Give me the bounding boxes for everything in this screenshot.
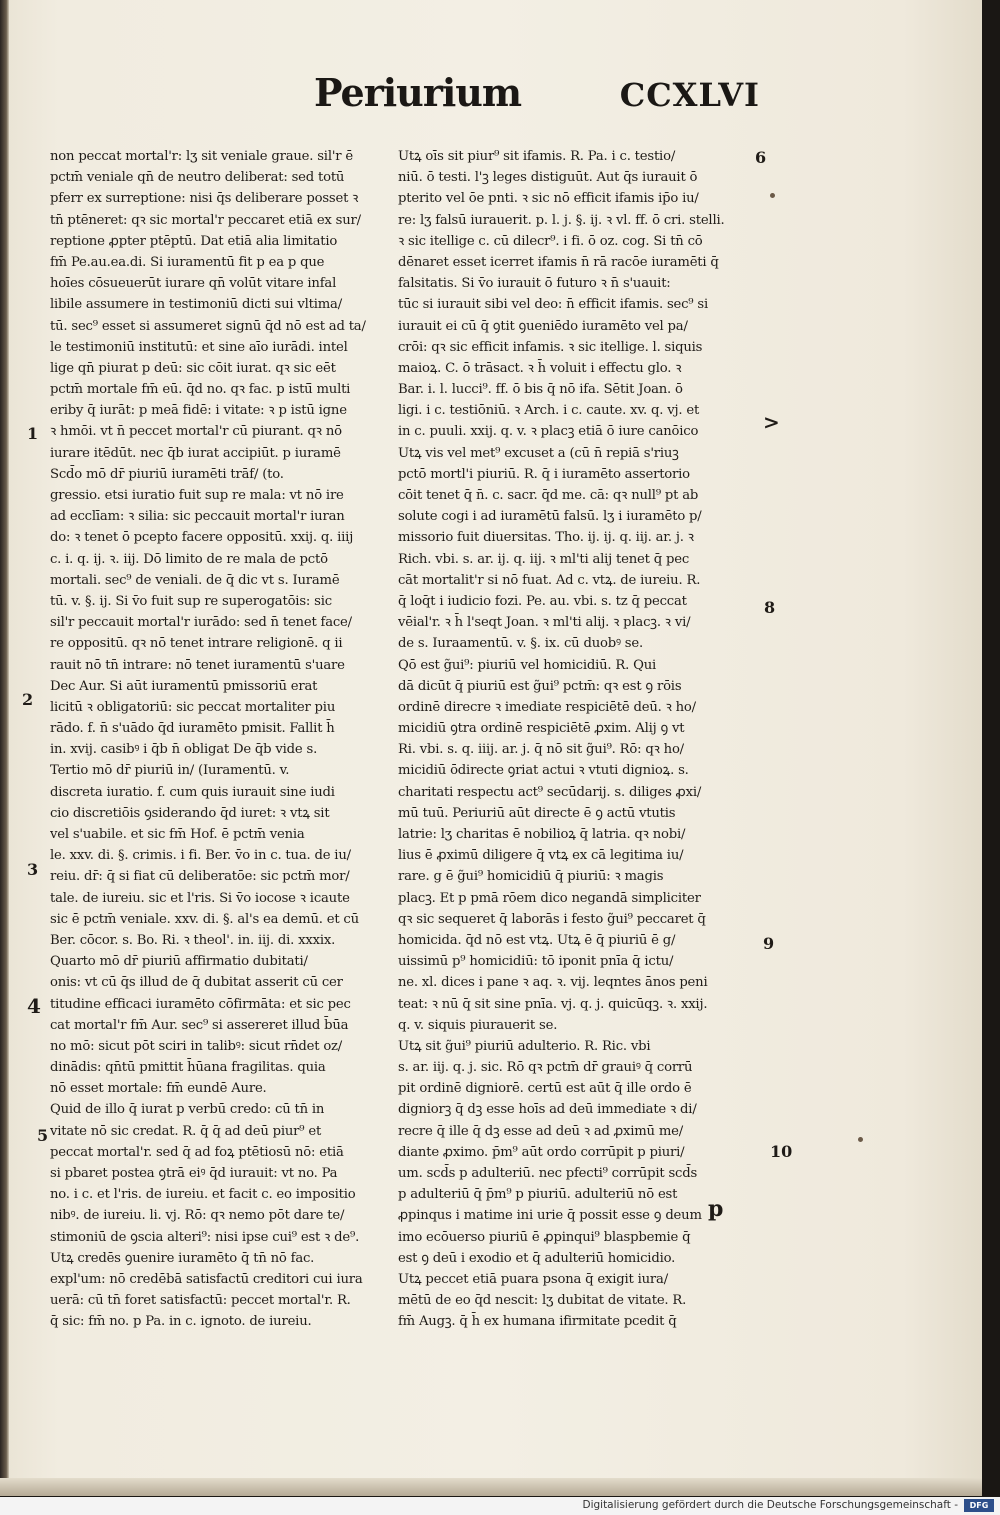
margin-number-left: 1 xyxy=(27,424,39,443)
margin-number-right: 9 xyxy=(763,934,775,953)
text-line: dēnaret esset icerret ifamis n̄ rā racōe iuramēti q̄ xyxy=(398,254,719,270)
text-column-left xyxy=(50,146,390,1333)
text-line: re: lʒ falsū iurauerit. p. l. j. §. ij. ꝛ vl. ff. ō cri. stelli. xyxy=(398,212,725,228)
text-line: missorio fuit diuersitas. Tho. ij. ij. q. iij. ar. j. ꝛ xyxy=(398,530,694,546)
text-line: mētū de eo q̄d nescit: lʒ dubitat de vitate. R. xyxy=(398,1293,687,1309)
text-line: dā dicūt q̄ piuriū est g̃ui⁹ pctm̄: qꝛ est ꝯ rōis xyxy=(398,678,682,694)
text-line: licitū ꝛ obligatoriū: sic peccat mortaliter piu xyxy=(50,699,336,715)
text-line: Utꝝ vis vel met⁹ excuset a (cū n̄ repiā s'riuꝫ xyxy=(398,445,679,461)
margin-number-left: 2 xyxy=(22,690,34,709)
text-line: re oppositū. qꝛ nō tenet intrare religionē. q ii xyxy=(50,636,343,652)
text-line: vel s'uabile. et sic fm̄ Hof. ē pctm̄ venia xyxy=(50,827,305,842)
text-line: niū. ō testi. l'ꝫ leges distiguūt. Aut q̄s iurauit ō xyxy=(398,170,698,186)
text-line: dinādis: qn̄tū pmittit h̄ūana fragilitas. quia xyxy=(50,1060,326,1076)
text-line: pctm̄ veniale qn̄ de neutro deliberat: sed totū xyxy=(50,170,345,186)
text-line: Dec Aur. Si aūt iuramentū pmissoriū erat xyxy=(50,678,318,694)
text-line: libile assumere in testimoniū dicti sui vltima/ xyxy=(50,297,342,313)
text-line: mortali. sec⁹ de veniali. de q̄ dic vt s. Iuramē xyxy=(50,572,340,588)
text-line: no mō: sicut pōt sciri in talibꝰ: sicut rn̄det oz/ xyxy=(50,1038,343,1054)
text-line: ordinē direcre ꝛ imediate respiciētē deū. ꝛ ho/ xyxy=(398,699,696,715)
text-line: s. ar. iij. q. j. sic. Rō qꝛ pctm̄ dr̄ grauiꝰ q̄ corrū xyxy=(398,1060,693,1076)
text-line: p adulteriū q̄ p̄m⁹ p piuriū. adulteriū nō est xyxy=(398,1187,678,1203)
margin-number-right: 6 xyxy=(755,148,767,167)
text-line: si pbaret postea ꝯtrā eiꝰ q̄d iurauit: vt no. Pa xyxy=(50,1166,338,1181)
text-line: pterito vel ōe pnti. ꝛ sic nō efficit ifamis ip̄o iu/ xyxy=(398,191,699,207)
text-line: Tertio mō dr̄ piuriū in/ (Iuramentū. v. xyxy=(50,763,290,779)
text-line: eriby q̄ iurāt: p meā fidē: i vitate: ꝛ p istū igne xyxy=(50,403,347,419)
text-line: iurare itēdūt. nec q̄b iurat accipiūt. p iuramē xyxy=(50,445,341,461)
text-line: Qō est g̃ui⁹: piuriū vel homicidiū. R. Qui xyxy=(398,657,657,673)
text-line: Quid de illo q̄ iurat p verbū credo: cū tn̄ in xyxy=(50,1102,325,1118)
text-line: tn̄ ptēneret: qꝛ sic mortal'r peccaret etiā ex sur/ xyxy=(50,212,361,228)
text-line: c. i. q. ij. ꝛ. iij. Dō limito de re mala de pctō xyxy=(50,551,328,567)
text-line: q̄ sic: fm̄ no. p Pa. in c. ignoto. de iureiu. xyxy=(50,1314,312,1330)
text-line: tū. sec⁹ esset si assumeret signū q̄d nō est ad ta/ xyxy=(50,318,366,334)
text-line: micidiū ōdirecte ꝯriat actui ꝛ vtuti dignioꝝ. s. xyxy=(398,763,689,779)
running-head xyxy=(300,70,760,120)
text-line: lige qn̄ piurat p deū: sic cōit iurat. qꝛ sic eēt xyxy=(50,360,336,376)
text-line: Utꝝ credēs ꝯuenire iuramēto q̄ tn̄ nō fac. xyxy=(50,1250,315,1266)
text-line: placꝫ. Et p pmā rōem dico negandā simpliciter xyxy=(398,890,701,906)
text-line: q̄ loq̄t i iudicio fozi. Pe. au. vbi. s. tz q̄ peccat xyxy=(398,593,687,609)
text-line: Ri. vbi. s. q. iiij. ar. j. q̄ nō sit g̃ui⁹. Rō: qꝛ ho/ xyxy=(398,742,684,758)
text-line: tū. v. §. ij. Si v̄o fuit sup re superogatōis: sic xyxy=(50,593,332,609)
margin-number-left: 5 xyxy=(37,1126,49,1145)
text-line: Bar. i. l. lucci⁹. ff. ō bis q̄ nō ifa. Sētit Joan. ō xyxy=(398,382,683,398)
text-line: est ꝯ deū i exodio et q̄ adulteriū homicidio. xyxy=(398,1250,676,1266)
text-line: titudine efficaci iuramēto cōfirmāta: et sic pec xyxy=(50,996,351,1012)
text-line: recre q̄ ille q̄ dꝫ esse ad deū ꝛ ad ꝓximū me/ xyxy=(398,1123,683,1139)
text-line: pferr ex surreptione: nisi q̄s deliberare posset ꝛ xyxy=(50,191,359,207)
margin-number-right: 8 xyxy=(764,598,776,617)
text-line: tale. de iureiu. sic et l'ris. Si v̄o iocose ꝛ icaute xyxy=(50,890,350,906)
text-line: in c. puuli. xxij. q. v. ꝛ placꝫ etiā ō iure canōico xyxy=(398,424,699,440)
text-line: pctō mortl'i piuriū. R. q̄ i iuramēto assertorio xyxy=(398,466,690,482)
digitization-footer xyxy=(0,1497,1000,1515)
text-line: discreta iuratio. f. cum quis iurauit sine iudi xyxy=(50,784,335,800)
text-line: rare. g ē g̃ui⁹ homicidiū q̄ piuriū: ꝛ magis xyxy=(398,869,664,885)
text-line: teat: ꝛ nū q̄ sit sine pnīa. vj. q. j. quicūqꝫ. ꝛ. xxij. xyxy=(398,996,708,1012)
margin-number-right: 10 xyxy=(770,1142,793,1161)
dfg-logo: DFG xyxy=(964,1499,994,1512)
ink-spot xyxy=(770,193,775,198)
margin-number-left: 3 xyxy=(27,860,39,879)
page-binding-edge xyxy=(0,0,9,1496)
text-line: cat mortal'r fm̄ Aur. sec⁹ si assereret illud b̄ūa xyxy=(50,1017,349,1033)
text-line: ne. xl. dices i pane ꝛ aq. ꝛ. vij. leqntes ānos peni xyxy=(398,975,708,991)
text-line: cāt mortalit'r si nō fuat. Ad c. vtꝝ. de iureiu. R. xyxy=(398,572,701,588)
text-line: tūc si iurauit sibi vel deo: n̄ efficit ifamis. sec⁹ si xyxy=(398,297,708,313)
text-line: peccat mortal'r. sed q̄ ad foꝝ ptētiosū nō: etiā xyxy=(50,1144,344,1160)
text-line: diante ꝓximo. p̄m⁹ aūt ordo corrūpit p piuri/ xyxy=(398,1144,685,1160)
text-line: uerā: cū tn̄ foret satisfactū: peccet mortal'r. R. xyxy=(50,1293,351,1309)
funding-credit: Digitalisierung gefördert durch die Deutsche Forschungsgemeinschaft - xyxy=(582,1499,958,1511)
text-line: rauit nō tn̄ intrare: nō tenet iuramentū s'uare xyxy=(50,657,345,673)
text-line: Utꝝ sit g̃ui⁹ piuriū adulterio. R. Ric. vbi xyxy=(398,1038,651,1054)
margin-number-right: > xyxy=(763,410,780,434)
text-line: reptione ꝓpter ptēptū. Dat etiā alia limitatio xyxy=(50,233,338,249)
text-line: ꝛ sic itellige c. cū dilecr⁹. i fi. ō oz. cog. Si tn̄ cō xyxy=(398,233,703,249)
text-line: falsitatis. Si v̄o iurauit ō futuro ꝛ n̄ s'uauit: xyxy=(398,276,671,292)
text-line: gressio. etsi iuratio fuit sup re mala: vt nō ire xyxy=(50,488,344,503)
text-line: micidiū ꝯtra ordinē respiciētē ꝓxim. Alij ꝯ vt xyxy=(398,721,685,737)
text-line: le. xxv. di. §. crimis. i fi. Ber. v̄o in c. tua. de iu/ xyxy=(50,848,351,864)
text-line: nibꝰ. de iureiu. li. vj. Rō: qꝛ nemo pōt dare te/ xyxy=(50,1208,345,1224)
text-line: rādo. f. n̄ s'uādo q̄d iuramēto pmisit. Fallit h̄ xyxy=(50,721,335,737)
text-line: pit ordinē digniorē. certū est aūt q̄ ille ordo ē xyxy=(398,1081,692,1097)
text-line: q. v. siquis piurauerit se. xyxy=(398,1017,558,1033)
text-line: nō esset mortale: fm̄ eundē Aure. xyxy=(50,1081,267,1097)
text-line: Quarto mō dr̄ piuriū affirmatio dubitati/ xyxy=(50,954,308,970)
text-line: Ber. cōcor. s. Bo. Ri. ꝛ theol'. in. iij. di. xxxix. xyxy=(50,932,336,948)
text-line: non peccat mortal'r: lʒ sit veniale graue. sil'r ē xyxy=(50,149,353,164)
text-line: solute cogi i ad iuramētū falsū. lʒ i iuramēto p/ xyxy=(398,509,702,525)
text-line: do: ꝛ tenet ō pcepto facere oppositū. xxij. q. iiij xyxy=(50,530,354,546)
text-line: um. scd̄s p adulteriū. nec pfecti⁹ corrūpit scd̄s xyxy=(398,1166,698,1181)
text-line: pctm̄ mortale fm̄ eū. q̄d no. qꝛ fac. p istū̄ multi xyxy=(50,382,351,398)
text-line: mū tuū. Periuriū aūt directe ē ꝯ actū vtutis xyxy=(398,805,676,821)
text-line: Utꝝ oīs sit piur⁹ sit ifamis. R. Pa. i c. testio/ xyxy=(398,149,676,164)
text-line: imo ecōuerso piuriū ē ꝓpinqui⁹ blaspbemie q̄ xyxy=(398,1229,691,1245)
text-line: vēial'r. ꝛ h̄ l'seqt Joan. ꝛ ml'ti alij. ꝛ placꝫ. ꝛ vi/ xyxy=(398,615,691,631)
text-line: expl'um: nō credēbā satisfactū creditori cui iura xyxy=(50,1271,363,1287)
ink-spot xyxy=(858,1137,863,1142)
text-column-right xyxy=(398,146,743,1333)
text-line: Scd̄o mō dr̄ piuriū iuramēti trāf/ (to. xyxy=(50,466,284,482)
text-line: de s. Iuraamentū. v. §. ix. cū duobꝰ se. xyxy=(398,636,643,652)
text-line: no. i c. et l'ris. de iureiu. et facit c. eo impositio xyxy=(50,1187,356,1203)
text-line: ꝛ hmōi. vt n̄ peccet mortal'r cū piurant. qꝛ nō xyxy=(50,424,342,440)
text-line: sil'r peccauit mortal'r iurādo: sed n̄ tenet face/ xyxy=(50,615,352,631)
text-line: fm̄ Pe.au.ea.di. Si iuramentū fit p ea p que xyxy=(50,254,325,270)
text-line: Utꝝ peccet etiā puara psona q̄ exigit iura/ xyxy=(398,1271,668,1287)
text-line: qꝛ sic sequeret q̄ laborās i festo g̃ui⁹ peccaret q̄ xyxy=(398,911,706,927)
text-line: uissimū p⁹ homicidiū: tō iponit pnīa q̄ ictu/ xyxy=(398,954,674,970)
text-line: ad ecclīam: ꝛ silia: sic peccauit mortal'r iuran xyxy=(50,509,345,525)
text-line: le testimoniū institutū: et sine aīo iurādi. intel xyxy=(50,339,348,355)
text-line: fm̄ Augꝫ. q̄ h̄ ex humana ifirmitate pcedit q̄ xyxy=(398,1314,677,1330)
running-title: Periurium xyxy=(314,70,522,115)
text-line: crōi: qꝛ sic efficit infamis. ꝛ sic itellige. l. siquis xyxy=(398,339,703,355)
text-line: iurauit ei cū q̄ ꝯtit ꝯueniēdo iuramēto vel pa/ xyxy=(398,318,688,334)
text-line: vitate nō sic credat. R. q̄ q̄ ad deū piur⁹ et xyxy=(50,1123,322,1139)
text-line: ꝓpinqus i matime ini urie q̄ possit esse ꝯ deum xyxy=(398,1208,702,1224)
text-line: Rich. vbi. s. ar. ij. q. iij. ꝛ ml'ti alij tenet q̄ pec xyxy=(398,551,690,567)
text-line: sic ē pctm̄ veniale. xxv. di. §. al's ea demū. et cū xyxy=(50,911,359,927)
text-line: onis: vt cū q̄s illud de q̄ dubitat asserit cū cer xyxy=(50,975,343,991)
text-line: charitati respectu act⁹ secūdarij. s. diliges ꝓxi/ xyxy=(398,784,702,800)
text-line: cōit tenet q̄ n̄. c. sacr. q̄d me. cā: qꝛ null⁹ pt ab xyxy=(398,488,699,503)
folio-number: CCXLVI xyxy=(619,76,760,114)
text-line: lius ē ꝓximū diligere q̄ vtꝝ ex cā legitima iu/ xyxy=(398,848,684,864)
text-line: maioꝝ. C. ō trāsact. ꝛ h̄ voluit i effectu glo. ꝛ xyxy=(398,360,682,376)
text-line: in. xvij. casibꝰ i q̄b n̄ obligat De q̄b vide s. xyxy=(50,742,318,758)
text-line: stimoniū de ꝯscia alteri⁹: nisi ipse cui⁹ est ꝛ de⁹. xyxy=(50,1229,360,1245)
catchword: p xyxy=(708,1196,724,1222)
page-bottom-edge xyxy=(0,1478,982,1496)
text-line: hoīes cōsueuerūt iurare qn̄ volūt vitare infal xyxy=(50,276,337,292)
text-line: cio discretiōis ꝯsiderando q̄d iuret: ꝛ vtꝝ sit xyxy=(50,805,330,821)
margin-number-left: 4 xyxy=(27,994,41,1018)
text-line: homicida. q̄d nō est vtꝝ. Utꝝ ē q̄ piuriū ē g/ xyxy=(398,932,676,948)
text-line: reiu. dr̄: q̄ si fiat cū deliberatōe: sic pctm̄ mor/ xyxy=(50,869,350,885)
text-line: ligi. i c. testiōniū. ꝛ Arch. i c. caute. xv. q. vj. et xyxy=(398,403,700,419)
text-line: latrie: lʒ charitas ē nobilioꝝ q̄ latria. qꝛ nobi/ xyxy=(398,827,686,842)
text-line: digniorꝫ q̄ dꝫ esse hoīs ad deū immediate ꝛ di/ xyxy=(398,1102,697,1118)
